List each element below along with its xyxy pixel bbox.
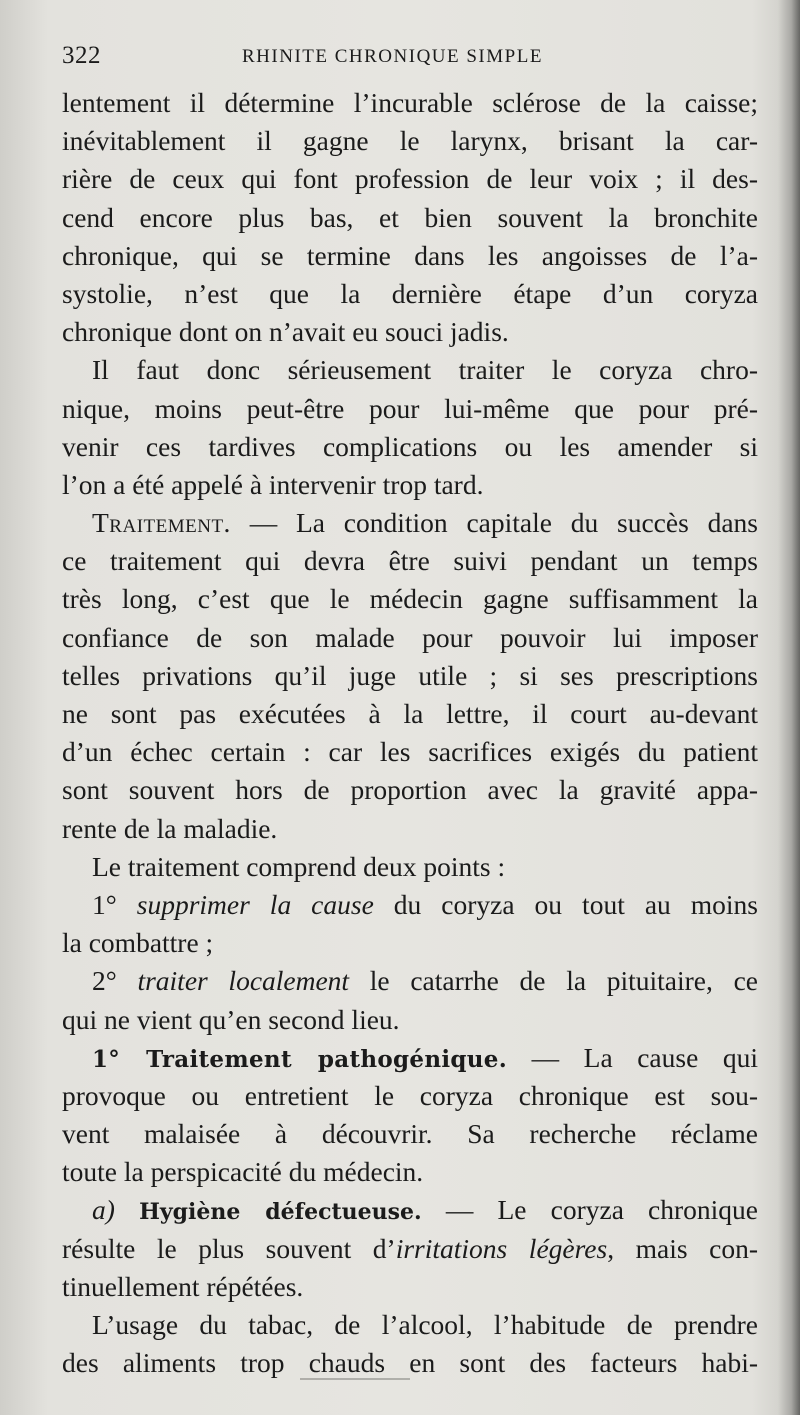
text-line: L’usage du tabac, de l’alcool, l’habitude de prendre <box>92 1309 758 1340</box>
text-run: du coryza ou tout au moins <box>373 888 759 920</box>
running-title: RHINITE CHRONIQUE SIMPLE <box>242 46 543 67</box>
text-run: , mais con- <box>607 1232 758 1264</box>
body-text <box>62 84 758 1382</box>
text-line: telles privations qu’il juge utile ; si ses prescriptions <box>62 659 758 691</box>
text-run: — La cause qui <box>507 1041 758 1073</box>
emphasis: supprimer la cause <box>136 888 374 920</box>
pathogenique-paragraph-start <box>62 1039 758 1077</box>
text-line: Il faut donc sérieusement traiter le coryza chro- <box>92 354 758 386</box>
traitement-label: Traitement. <box>92 507 231 539</box>
page-edge-shadow <box>778 0 800 1415</box>
point-2 <box>62 962 758 1000</box>
text-line: chronique, qui se termine dans les angoisses de l’a- <box>62 239 758 271</box>
point-1 <box>62 886 758 924</box>
text-line: des aliments trop chauds en sont des facteurs habi- <box>62 1347 758 1379</box>
section-heading: 1° Traitement pathogénique. <box>92 1045 508 1073</box>
list-letter: a) <box>92 1194 115 1226</box>
point-number: 1° <box>92 888 117 920</box>
text-line: ne sont pas exécutées à la lettre, il court au-devant <box>62 698 758 729</box>
text-line: Le traitement comprend deux points : <box>92 850 506 882</box>
hygiene-paragraph-start <box>62 1191 758 1229</box>
text-line: inévitablement il gagne le larynx, brisant la car- <box>62 125 758 157</box>
text-run: le catarrhe de la pituitaire, ce <box>349 965 758 997</box>
subsection-heading: Hygiène défectueuse. <box>139 1199 422 1226</box>
text-run: — Le coryza chronique <box>421 1194 758 1226</box>
text-line: tinuellement répétées. <box>62 1270 304 1302</box>
text-line: chronique dont on n’avait eu souci jadis. <box>62 316 509 348</box>
text-line: la combattre ; <box>62 927 214 959</box>
point-number: 2° <box>92 965 117 997</box>
text-line <box>62 1230 758 1268</box>
text-run: — La condition capitale du succès dans <box>230 507 758 539</box>
text-line: confiance de son malade pour pouvoir lui imposer <box>62 621 758 653</box>
page-header <box>62 42 762 78</box>
text-line: sont souvent hors de proportion avec la gravité appa- <box>62 774 758 806</box>
text-line: toute la perspicacité du médecin. <box>62 1156 424 1188</box>
text-run: résulte le plus souvent d’ <box>62 1232 396 1264</box>
text-line: très long, c’est que le médecin gagne suffisamment la <box>62 583 758 615</box>
text-line: vent malaisée à découvrir. Sa recherche réclame <box>62 1118 758 1150</box>
text-line: d’un échec certain : car les sacrifices exigés du patient <box>62 736 758 768</box>
text-line: provoque ou entretient le coryza chronique est sou- <box>62 1079 758 1111</box>
emphasis: traiter localement <box>137 965 350 997</box>
text-line: lentement il détermine l’incurable sclérose de la caisse; <box>62 87 758 118</box>
text-line: cend encore plus bas, et bien souvent la bronchite <box>62 201 758 233</box>
footer-rule <box>300 1378 410 1380</box>
emphasis: irritations légères <box>395 1232 608 1264</box>
text-line: rente de la maladie. <box>62 812 278 844</box>
text-line: rière de ceux qui font profession de leur voix ; il des- <box>62 163 758 195</box>
text-line: venir ces tardives complications ou les amender si <box>62 430 758 462</box>
page-number: 322 <box>62 42 101 69</box>
text-line: systolie, n’est que la dernière étape d’un coryza <box>62 277 758 309</box>
text-line: ce traitement qui devra être suivi pendant un temps <box>62 545 758 577</box>
traitement-paragraph-start <box>62 504 758 542</box>
text-line: l’on a été appelé à intervenir trop tard. <box>62 468 484 500</box>
text-line: nique, moins peut-être pour lui-même que pour pré- <box>62 392 758 424</box>
text-line: qui ne vient qu’en second lieu. <box>62 1003 400 1035</box>
